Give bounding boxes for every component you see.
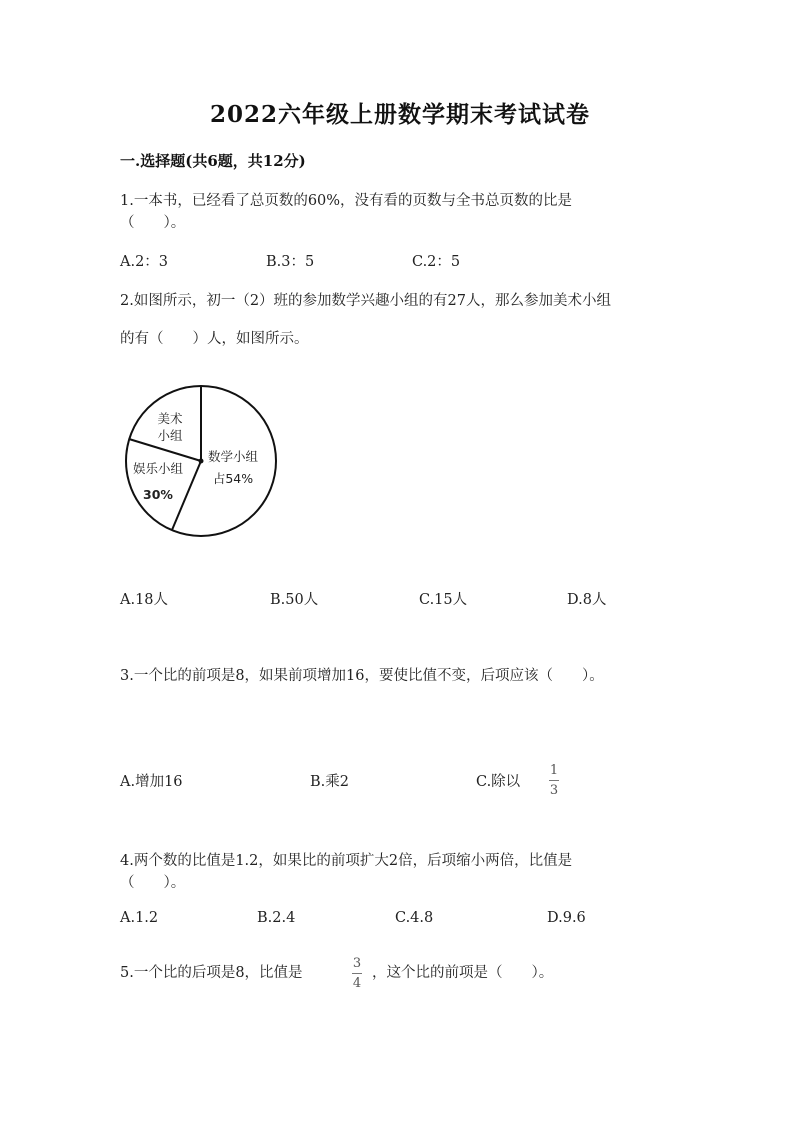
question-4-option-d: D.9.6 (547, 910, 586, 926)
question-4-option-a: A.1.2 (120, 910, 159, 926)
question-1-option-b: B.3：5 (266, 254, 315, 270)
question-4-stem-line1: 4.两个数的比值是1.2，如果比的前项扩大2倍，后项缩小两倍，比值是 (120, 853, 573, 869)
fraction-denominator: 4 (352, 976, 362, 991)
entertainment-group-label-line1: 娱乐小组 (132, 461, 184, 476)
question-5-stem-after: ，这个比的前项是（ ）。 (372, 965, 554, 981)
question-1-stem-line2: （ ）。 (120, 215, 186, 231)
math-group-label-line1: 数学小组 (207, 449, 259, 464)
question-4-option-b: B.2.4 (257, 910, 296, 926)
question-2-option-a: A.18人 (120, 592, 169, 608)
question-3-option-c: C.除以 (476, 774, 521, 790)
question-4-stem-line2: （ ）。 (120, 875, 186, 891)
question-2-stem-line2: 的有（ ）人，如图所示。 (120, 331, 309, 347)
question-2-option-d: D.8人 (567, 592, 607, 608)
fraction-numerator: 3 (352, 956, 362, 971)
art-group-label-line1: 美术 (157, 411, 183, 426)
question-4-option-c: C.4.8 (395, 910, 434, 926)
pie-chart-figure (118, 378, 288, 544)
math-group-label-line2: 占54% (212, 471, 254, 486)
art-group-label-line2: 小组 (157, 428, 183, 443)
question-3-option-a: A.增加16 (120, 774, 183, 790)
question-3-option-b: B.乘2 (310, 774, 349, 790)
fraction-numerator: 1 (549, 763, 559, 778)
fraction-bar (352, 973, 362, 974)
question-5-fraction (352, 957, 362, 990)
pie-center-dot (199, 459, 204, 464)
question-3-option-c-fraction (549, 764, 559, 797)
question-1-stem-line1: 1.一本书，已经看了总页数的60%，没有看的页数与全书总页数的比是 (120, 193, 573, 209)
page-title: 2022六年级上册数学期末考试试卷 (209, 101, 590, 128)
question-2-option-c: C.15人 (419, 592, 468, 608)
question-5-stem-before: 5.一个比的后项是8，比值是 (120, 965, 303, 981)
entertainment-group-percent: 30% (143, 487, 173, 502)
fraction-bar (549, 780, 559, 781)
question-2-stem-line1: 2.如图所示，初一（2）班的参加数学兴趣小组的有27人，那么参加美术小组 (120, 293, 612, 309)
question-3-stem: 3.一个比的前项是8，如果前项增加16，要使比值不变，后项应该（ ）。 (120, 668, 604, 684)
question-1-option-c: C.2：5 (412, 254, 461, 270)
question-1-option-a: A.2：3 (120, 254, 169, 270)
fraction-denominator: 3 (549, 783, 559, 798)
section-heading: 一.选择题(共6题，共12分) (120, 152, 306, 170)
question-2-option-b: B.50人 (270, 592, 319, 608)
